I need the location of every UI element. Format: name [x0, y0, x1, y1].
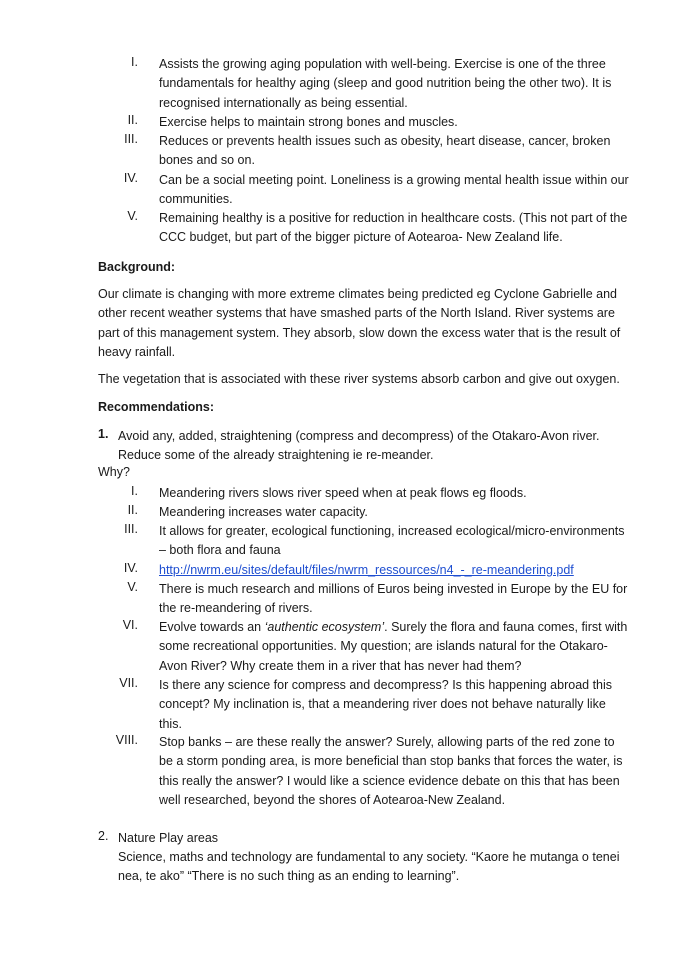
list-text: Meandering increases water capacity. — [159, 505, 368, 519]
list-text: Assists the growing aging population with well-being. Exercise is one of the three fundamentals for healthy aging (sleep and good nutrition being the other two). It is recognised internationally as being essential. — [159, 57, 612, 110]
recommendation-number: 2. — [98, 829, 109, 843]
recommendation-text: Science, maths and technology are fundamental to any society. “Kaore he mutanga o tenei nea, te ako” “There is no such thing as an ending to learning”. — [118, 850, 620, 884]
recommendation-title: Nature Play areas — [118, 831, 219, 845]
list-text: It allows for greater, ecological functioning, increased ecological/micro-environments – both flora and fauna — [159, 524, 625, 558]
list-number: VIII. — [115, 733, 138, 747]
list-number: VI. — [122, 618, 138, 632]
background-heading: Background: — [98, 260, 176, 274]
list-number: V. — [127, 580, 138, 594]
list-text — [159, 561, 629, 580]
list-number: I. — [131, 55, 138, 69]
list-number: II. — [127, 113, 138, 127]
re-meandering-link[interactable]: http://nwrm.eu/sites/default/files/nwrm_ressources/n4_-_re-meandering.pdf — [159, 563, 574, 577]
list-text: There is much research and millions of Euros being invested in Europe by the EU for the re-meandering of rivers. — [159, 582, 628, 616]
list-text: Can be a social meeting point. Loneliness is a growing mental health issue within our communities. — [159, 173, 629, 207]
list-number: II. — [127, 503, 138, 517]
recommendation-text: Avoid any, added, straightening (compress and decompress) of the Otakaro-Avon river. Reduce some of the already straightening ie re-meander. — [118, 429, 600, 463]
list-text — [159, 618, 629, 676]
list-text: Exercise helps to maintain strong bones and muscles. — [159, 115, 458, 129]
list-text: Remaining healthy is a positive for reduction in healthcare costs. (This not part of the CCC budget, but part of the bigger picture of Aotearoa- New Zealand life. — [159, 211, 628, 245]
recommendation-number: 1. — [98, 427, 109, 441]
text-segment: . Surely the flora and fauna comes, first with some recreational opportunities. My question; are islands natural for the Otakaro-Avon River? Why create them in a river that has never had them? — [159, 620, 628, 673]
recommendations-heading: Recommendations: — [98, 400, 214, 414]
background-paragraph: Our climate is changing with more extreme climates being predicted eg Cyclone Gabrielle and other recent weather systems that have smashed parts of the North Island. River systems are part of this management system. They absorb, slow down the excess water that is the result of heavy rainfall. — [98, 287, 621, 359]
list-text: Stop banks – are these really the answer? Surely, allowing parts of the red zone to be a storm ponding area, is more beneficial than stop banks that forces the water, is this really the answer? I would like a science evidence debate on this that has been well researched, beyond the shores of Aotearoa-New Zealand. — [159, 735, 623, 807]
list-text: Meandering rivers slows river speed when at peak flows eg floods. — [159, 486, 527, 500]
list-text: Reduces or prevents health issues such as obesity, heart disease, cancer, broken bones and so on. — [159, 134, 611, 168]
list-text: Is there any science for compress and decompress? Is this happening abroad this concept? My inclination is, that a meandering river does not behave naturally like this. — [159, 678, 613, 731]
background-paragraph: The vegetation that is associated with these river systems absorb carbon and give out oxygen. — [98, 372, 620, 386]
why-label: Why? — [98, 465, 130, 479]
text-segment: Evolve towards an — [159, 620, 265, 634]
list-number: VII. — [119, 676, 138, 690]
list-number: III. — [124, 132, 138, 146]
list-number: V. — [127, 209, 138, 223]
emphasis-text: ‘authentic ecosystem’ — [264, 620, 385, 634]
list-number: I. — [131, 484, 138, 498]
list-number: III. — [124, 522, 138, 536]
list-number: IV. — [123, 561, 138, 575]
list-number: IV. — [123, 171, 138, 185]
